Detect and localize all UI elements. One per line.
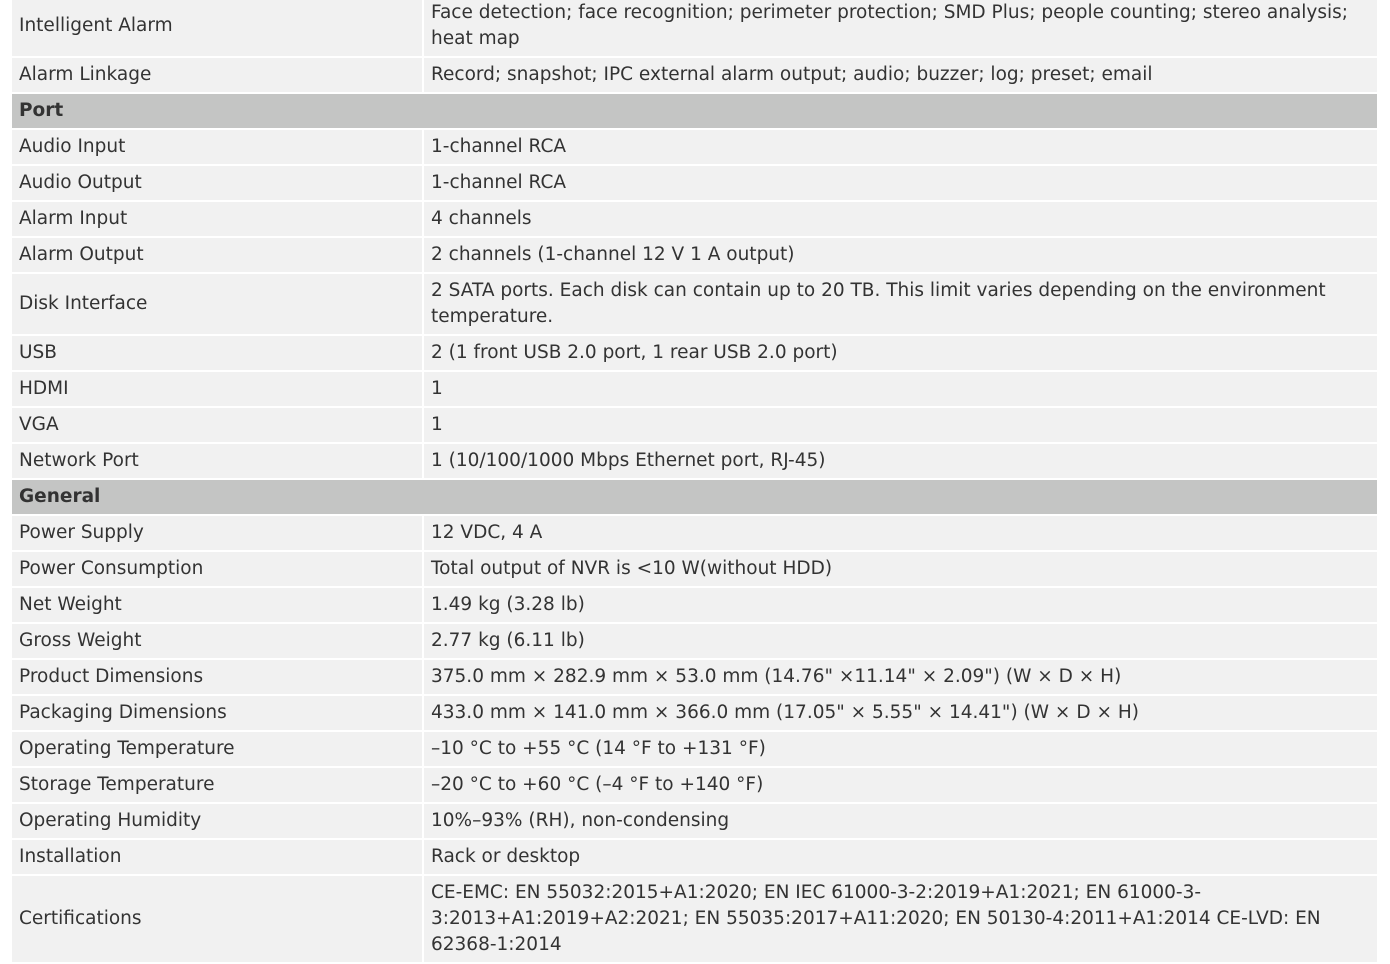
spec-row bbox=[12, 444, 1377, 478]
spec-value: 1.49 kg (3.28 lb) bbox=[424, 588, 1377, 622]
spec-value: –10 °C to +55 °C (14 °F to +131 °F) bbox=[424, 732, 1377, 766]
spec-value: CE-EMC: EN 55032:2015+A1:2020; EN IEC 61000-3-2:2019+A1:2021; EN 61000-3-3:2013+A1:2019+A2:2021; EN 55035:2017+A11:2020; EN 50130-4:2011+A1:2014 CE-LVD: EN 62368-1:2014 bbox=[424, 876, 1377, 962]
spec-label: Gross Weight bbox=[12, 624, 424, 658]
spec-row bbox=[12, 552, 1377, 586]
spec-label: HDMI bbox=[12, 372, 424, 406]
section-header: Port bbox=[12, 94, 1377, 128]
spec-value: Record; snapshot; IPC external alarm output; audio; buzzer; log; preset; email bbox=[424, 58, 1377, 92]
spec-table bbox=[12, 0, 1377, 964]
section-header: General bbox=[12, 480, 1377, 514]
spec-row bbox=[12, 516, 1377, 550]
spec-label: USB bbox=[12, 336, 424, 370]
spec-row bbox=[12, 588, 1377, 622]
spec-row bbox=[12, 696, 1377, 730]
section-header-row bbox=[12, 480, 1377, 514]
spec-value: 2.77 kg (6.11 lb) bbox=[424, 624, 1377, 658]
spec-value: 2 (1 front USB 2.0 port, 1 rear USB 2.0 port) bbox=[424, 336, 1377, 370]
spec-row bbox=[12, 130, 1377, 164]
spec-label: Installation bbox=[12, 840, 424, 874]
section-header-row bbox=[12, 94, 1377, 128]
spec-label: Packaging Dimensions bbox=[12, 696, 424, 730]
spec-row bbox=[12, 58, 1377, 92]
spec-value: 1 bbox=[424, 372, 1377, 406]
spec-value: 2 channels (1-channel 12 V 1 A output) bbox=[424, 238, 1377, 272]
spec-value: 433.0 mm × 141.0 mm × 366.0 mm (17.05" × 5.55" × 14.41") (W × D × H) bbox=[424, 696, 1377, 730]
spec-value: Face detection; face recognition; perimeter protection; SMD Plus; people counting; stereo analysis; heat map bbox=[424, 0, 1377, 56]
spec-value: 12 VDC, 4 A bbox=[424, 516, 1377, 550]
spec-value: 375.0 mm × 282.9 mm × 53.0 mm (14.76" ×11.14" × 2.09") (W × D × H) bbox=[424, 660, 1377, 694]
spec-label: Network Port bbox=[12, 444, 424, 478]
spec-row bbox=[12, 408, 1377, 442]
spec-row bbox=[12, 768, 1377, 802]
spec-row bbox=[12, 876, 1377, 962]
spec-label: Intelligent Alarm bbox=[12, 0, 424, 56]
spec-value: 10%–93% (RH), non-condensing bbox=[424, 804, 1377, 838]
spec-label: Operating Humidity bbox=[12, 804, 424, 838]
spec-label: Certifications bbox=[12, 876, 424, 962]
spec-label: VGA bbox=[12, 408, 424, 442]
spec-row bbox=[12, 0, 1377, 56]
spec-row bbox=[12, 372, 1377, 406]
spec-label: Alarm Input bbox=[12, 202, 424, 236]
spec-label: Audio Output bbox=[12, 166, 424, 200]
spec-label: Disk Interface bbox=[12, 274, 424, 334]
spec-label: Power Supply bbox=[12, 516, 424, 550]
spec-value: –20 °C to +60 °C (–4 °F to +140 °F) bbox=[424, 768, 1377, 802]
spec-label: Product Dimensions bbox=[12, 660, 424, 694]
spec-row bbox=[12, 202, 1377, 236]
spec-label: Alarm Output bbox=[12, 238, 424, 272]
spec-row bbox=[12, 840, 1377, 874]
spec-value: 1 bbox=[424, 408, 1377, 442]
spec-value: 4 channels bbox=[424, 202, 1377, 236]
spec-value: Total output of NVR is <10 W(without HDD) bbox=[424, 552, 1377, 586]
spec-row bbox=[12, 274, 1377, 334]
spec-table-body bbox=[12, 0, 1377, 962]
spec-row bbox=[12, 166, 1377, 200]
spec-label: Audio Input bbox=[12, 130, 424, 164]
spec-value: 1 (10/100/1000 Mbps Ethernet port, RJ-45) bbox=[424, 444, 1377, 478]
spec-row bbox=[12, 336, 1377, 370]
spec-value: 1-channel RCA bbox=[424, 166, 1377, 200]
spec-label: Storage Temperature bbox=[12, 768, 424, 802]
spec-value: Rack or desktop bbox=[424, 840, 1377, 874]
spec-value: 1-channel RCA bbox=[424, 130, 1377, 164]
spec-row bbox=[12, 624, 1377, 658]
spec-value: 2 SATA ports. Each disk can contain up to 20 TB. This limit varies depending on the environment temperature. bbox=[424, 274, 1377, 334]
spec-row bbox=[12, 238, 1377, 272]
spec-label: Power Consumption bbox=[12, 552, 424, 586]
spec-label: Alarm Linkage bbox=[12, 58, 424, 92]
spec-row bbox=[12, 660, 1377, 694]
spec-label: Net Weight bbox=[12, 588, 424, 622]
spec-row bbox=[12, 804, 1377, 838]
spec-label: Operating Temperature bbox=[12, 732, 424, 766]
spec-row bbox=[12, 732, 1377, 766]
